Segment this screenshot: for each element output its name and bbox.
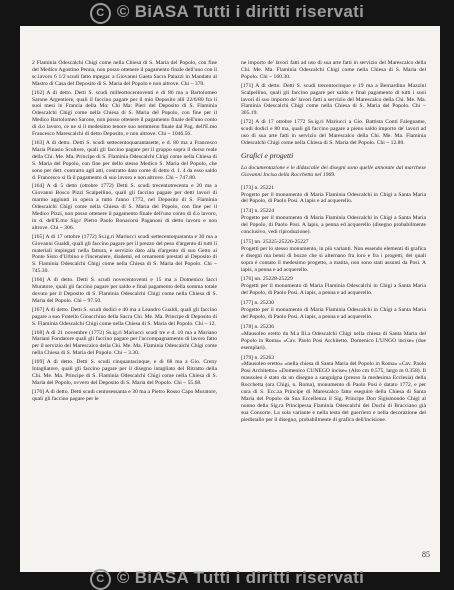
entry-reference: [176] nn. 25228-25229 — [241, 276, 293, 283]
left-paragraph-5: [165] A dì 17 ottobre (1772) Ss.ig.ri Mariucci scudi settecentoquaranta e 30 ma a Giovanni Gualdi, quali gli faccino pagare per il prezzo del peso d'argento di tutti li materiali impiegati nella fattura, e servizio dato alla d'argento di suo Getto ai Ponte Sisto d'Urbino e l'incensiere, diademi, ed ornamenti prestati al Deposito di S. Flaminia Odescalchi Chigi come nella Chiesa di S. Maria del Popolo. Chi ~ 745.30. — [32, 233, 217, 275]
entry-text: Progetto per il monumento di Maria Flaminia Odescalchi in Chigi a Santa Maria del Popolo, di Paolo Posi. A lapis e ad acquerello. — [241, 191, 426, 205]
right-paragraph-3: [172] A dì 17 ottobre 1772 Ss.ig.ri Mariucci a Gio. Battista Conti Falegname, scudi dodici e 80 ma, quali gli faccino pagare a pieno saldo importo de' lavori ad uso di sua arte fatti in servizio del Marescalco della Chi. Me. Ma. Flaminia Odescalchi Chigi come nella Chiesa di S. Maria del Popolo. Chi ~ 12.80. — [241, 119, 426, 146]
entry-text: Progetti per lo stesso monumento, in più varianti. Non essendo elementi di grafica e disegni ma bensì di bozze che si alternano fra loro e fra i progetti, dei quali sopra è contato il medesimo progetto, a matita, non sono stati assunti da Posi. A lapis, a penna e ad acquerello. — [241, 245, 426, 273]
left-paragraph-6: [166] A dì detto. Detti S. scudi novecentoventi e 15 ma a Domenico Iacci Muratore, quali gli faccino pagare per saldo e final pagamento della somma totale dovuto per il Deposito di S. Flaminia Odescalchi Chigi come nella Chiesa di S. Maria del Popolo. Chi ~ 97.50. — [32, 277, 217, 304]
entry-text: «Mausoleo eretto da M.a Ill.a Odescalchi Chigi nella chiesa di Santa Maria del Popolo in Roma» «Cav. Paolo Posi Architetto. Domenico L'UNGO incise» (due esemplari). — [241, 330, 426, 351]
watermark-bottom — [0, 568, 454, 590]
entry-text: Progetto per il monumento di Maria Flaminia Odescalchi in Chigi a Santa Maria del Popolo, di Paolo Posi. A lapis, a penna e ad acquerello. — [241, 307, 426, 320]
right-column — [241, 60, 426, 427]
entry-reference: [177] n. 25230 — [241, 300, 275, 307]
catalog-entry — [241, 355, 426, 424]
document-page — [20, 26, 440, 572]
entry-reference: [175] nn. 25225-25226-25227 — [241, 238, 309, 245]
page-number: 85 — [422, 550, 430, 559]
left-paragraph-3: [163] A dì detto. Detti S. scudi settecentoquarantasette, e d. 80 ma a Francesco Maria Pinasio Scultore, quali gli faccino pagare per il gruppo sopra il dorso reale della Chi. Me. Ma. Principe di S. Flaminia Odescalchi Chigi come nella Chiesa di S. Maria del Popolo, con fine per dello stesso Medico S. Maria del Popolo, che sono per dett. contrarto agli atti, contratto dato come di detto d. 1. 4 da esso saldo d. Francesco si fà il pagamento di suo lavoro e non altrove. Chi ~ 747.80. — [32, 139, 217, 181]
left-paragraph-2: [162] A dì detto. Detti S. scudi milleottocentoventi e di 86 ma a Bartolomeo Sarone Argentiere, quali il faccino pagare per il mio Deposito alli 22/6/80 fra li suoi mesi in Francia della Mo: Chi Ma: Pieri del Deposito di S. Flaminia Odescalchi Chigi come nella Chiesa di S. Maria del Popolo, con fine per il Medico Bartolomeo Sarone, non posso ottenere il pagamento finale dell'uno conto di d.o lavoro, ce ne si il medesimo tenore suo nemmeno finale dal Pag. dell'E.mo Francesco Marescalchi di detto Deposito, e non altrove. Chi ~ 1046.56. — [32, 89, 217, 138]
entry-reference: [178] n. 25236 — [241, 323, 275, 330]
catalog-entry — [241, 276, 426, 297]
catalog-entry — [241, 300, 426, 321]
right-paragraph-2: [171] A dì detto. Detti S. scudi trecentocinque e 19 ma a Bernardino Mazzini Scalpellino, quali gli faccino pagare per saldo e final pagamento di tutti i suoi lavori di suo importo de' lavori fatti a servizio del Marescalco della Chi. Me. Ma. Flaminia Odescalchi Chigi come nella Chiesa di S. Maria del Popolo. Chi ~ 305.19. — [241, 82, 426, 117]
section-intro: La documentazione e le didascalie dei disegni sono quelle annotate dal marchese Giovanni Incisa della Rocchetta nel 1969. — [241, 164, 426, 178]
section-title: Grafici e progetti — [241, 150, 294, 160]
watermark-top-text: © BiASA Tutti i diritti riservati — [116, 2, 365, 21]
copyright-icon: C — [90, 3, 111, 24]
catalog-entry — [241, 324, 426, 352]
left-paragraph-10: [170] A dì detto. Detti scudi centosessanta e 30 ma a Pietro Rosso Capo Muratore, quali gli faccino pagare per le — [32, 388, 217, 402]
entry-text: Progetti per il monumento di Maria Flaminia Odescalchi in Chigi a Santa Maria del Popolo, di Paolo Posi. A lapis, a penna e ad acquerello. — [241, 283, 426, 297]
entry-reference: [179] n. 25263 — [241, 354, 275, 361]
watermark-top — [0, 2, 454, 24]
catalog-entry — [241, 239, 426, 274]
left-paragraph-8: [168] A dì 21 novembre (1772) Ss.ig.ri Mariucci scudi tre e d. 10 ma a Mariano Mariani Fondatore quali gli faccino pagare per l'accompagnamento di lavoro fatto per il servizio del Marescalco della Chi. Me. Ma. Flaminia Odescalchi Chigi come nella Chiesa di S. Maria del Popolo. Chi ~ 3.30. — [32, 329, 217, 357]
entry-reference: [173] n. 25221 — [241, 184, 275, 191]
entry-text: Progetto per il monumento di Maria Flaminia Odescalchi in Chigi a Santa Maria del Popolo, di Paolo Posi. A lapis, a penna ed acquerello (disegno probabilmente conclusivo, vedi riproduzione). — [241, 215, 426, 236]
left-paragraph-4: [164] A dì 5 detto (ottobre 1772) Detti S. scudi trecentotrecenta e 20 ma a Giovanni Bosco Pizzi Scalpellino, quali gli faccino pagare per detti lavori di marmo aggiunti in opera a tutto l'anno 1772, nel Deposito di S. Flaminia Odescalchi Chigi come nella Chiesa di S. Maria del Popolo, con fine per il Medico Pizzi, non posso ottenere il pagamento finale dell'uno conto di d.o lavoro, in d. dell'E.mo Sig.r Pietro Paolo Bonacorsi Paganoni di detto lavoro e non altrove. Chi ~ 306. — [32, 183, 217, 231]
watermark-bottom-text: © BiASA Tutti i diritti riservati — [116, 568, 365, 587]
left-paragraph-9: [169] A dì detto. Detti S. scudi cinquantacinque, e di 68 ma a Gio. Creny Intagliatore, quali gli faccino pagare per il disegno intagliato del Ritratto della Chi. Me. Ma. Principe di S. Flaminia Odescalchi Chigi come nella Chiesa di S. Maria del Popolo, ovvero del Deposito di S. Maria del Popolo. Chi ~ 55.68. — [32, 359, 217, 386]
left-paragraph-7: [167] A dì detto. Detti S. scudi dodici e 40 ma a Leandro Gualdi, quali gli faccino pagare a suo Fratello Gioacchino della Sacra Chi. Me. Ma. Principe di Deposito di S. Flaminia Odescalchi Chigi come nella Chiesa di S. Maria del Popolo. Chi ~ 12. — [32, 306, 217, 327]
entry-text: «Mausoleo eretto» «nella chiesa di Santa Maria del Popolo in Roma» «Cav. Paolo Posi Architetto» «Domenico CUNEGO incise» (Alto cm 0.575, largo m 0.358). Il mausoleo è stato da un disegno a sanguigna (presso la medesima Ecclesia) della Rocchetta (ora Chigi, n. Roma), monumento di Paolo Posi è datato 1772, e per cura di S. Ecc.za Principe di Marescalco fatto eseguire della Chiesa di Santa Maria del Popolo da Sua Eccellenza il Sig. Principe Don Sigismondo Chigi al nonno della Sig.ra Principessa Flaminia Odescalchi dei Duchi di Bracciano già sua Consorte. La sola variante e nella testa del guerriero e nella decorazione del piedistallo per il disegno, probabilmente di grafica dell'incisione. — [241, 361, 426, 423]
catalog-entry — [241, 185, 426, 206]
catalog-entry — [241, 208, 426, 236]
left-paragraph-1: 2 Flaminia Odescalchi Chigi come nella Chiesa di S. Maria del Popolo, con fine del Medico Agostino Penna, non posso ottenere il pagamento finale dell'uno con il sc.lavoro 6 1/2 scudi fatto mpegar. a Giovanni Gaeta Sacra Palazzi in Mandato al Mastro di Casa del Deposito di S. Maria del Popolo e non altrove. Chi ~ 370. — [32, 60, 217, 87]
left-column — [32, 60, 217, 405]
copyright-icon: C — [90, 569, 111, 590]
entry-reference: [174] n. 25224 — [241, 208, 275, 215]
right-paragraph-1: ne importo de' lavori fatti ad uso di sua arte fatti in servizio del Marescalco della Chi. Me. Ma. Flaminia Odescalchi Chigi come nella Chiesa di S. Maria del Popolo. Chi ~ 160.30. — [241, 60, 426, 80]
